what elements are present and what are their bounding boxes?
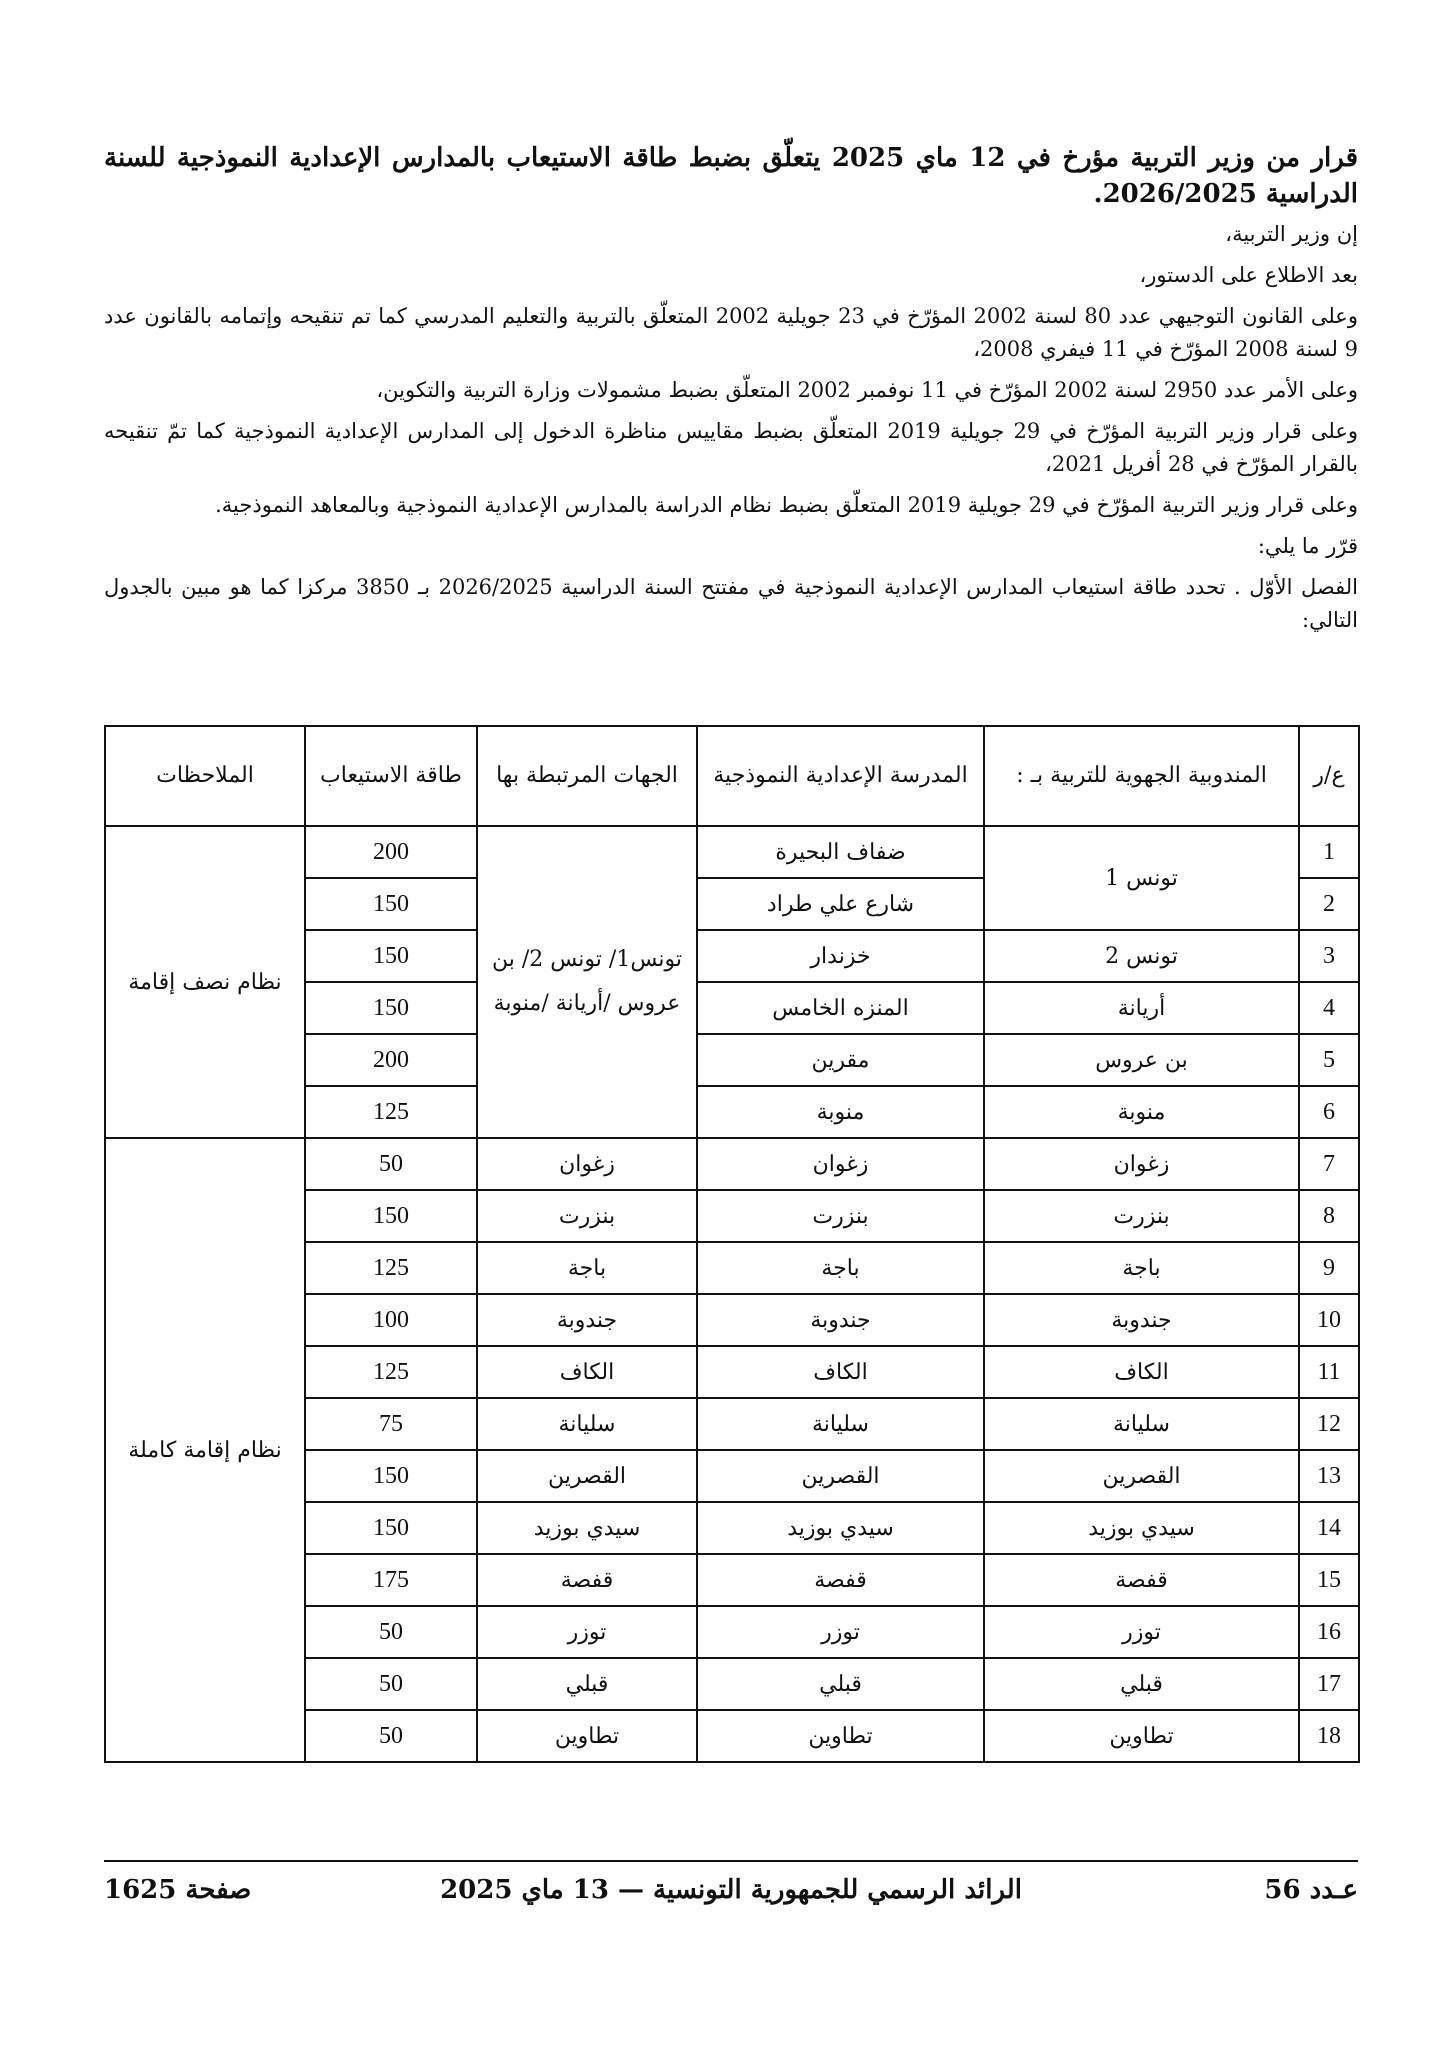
delegation-cell: زغوان	[984, 1138, 1299, 1190]
delegation-cell: قبلي	[984, 1658, 1299, 1710]
region-cell: جندوبة	[477, 1294, 697, 1346]
region-cell: زغوان	[477, 1138, 697, 1190]
footer-journal-title: الرائد الرسمي للجمهورية التونسية — 13 ماي 2025	[440, 1875, 1022, 1905]
capacity-cell: 50	[305, 1138, 477, 1190]
school-cell: منوبة	[697, 1086, 984, 1138]
capacity-cell: 50	[305, 1658, 477, 1710]
row-num: 13	[1299, 1450, 1359, 1502]
group2-notes: نظام إقامة كاملة	[105, 1138, 305, 1762]
school-cell: ضفاف البحيرة	[697, 826, 984, 878]
capacity-cell: 100	[305, 1294, 477, 1346]
capacity-cell: 125	[305, 1242, 477, 1294]
delegation-cell: تطاوين	[984, 1710, 1299, 1762]
header-notes: الملاحظات	[105, 726, 305, 826]
delegation-cell: سيدي بوزيد	[984, 1502, 1299, 1554]
school-cell: القصرين	[697, 1450, 984, 1502]
table-header-row	[105, 726, 1359, 826]
article-one: الفصل الأوّل . تحدد طاقة استيعاب المدارس الإعدادية النموذجية في مفتتح السنة الدراسية 2026/2025 بـ 3850 مركزا كما هو مبين بالجدول التالي:	[104, 575, 1358, 632]
school-cell: بنزرت	[697, 1190, 984, 1242]
capacity-cell: 150	[305, 930, 477, 982]
capacity-cell: 125	[305, 1346, 477, 1398]
preamble-admission-decision: وعلى قرار وزير التربية المؤرّخ في 29 جويلية 2019 المتعلّق بضبط مقاييس مناظرة الدخول إلى المدارس الإعدادية النموذجية كما تمّ تنقيحه بالقرار المؤرّخ في 28 أفريل 2021،	[104, 419, 1359, 476]
row-num: 12	[1299, 1398, 1359, 1450]
school-cell: تطاوين	[697, 1710, 984, 1762]
capacity-cell: 175	[305, 1554, 477, 1606]
capacity-cell: 150	[305, 1190, 477, 1242]
delegation-cell: بن عروس	[984, 1034, 1299, 1086]
decides-heading: قرّر ما يلي:	[1257, 534, 1358, 558]
delegation-cell: باجة	[984, 1242, 1299, 1294]
preamble-constitution: بعد الاطلاع على الدستور،	[1139, 263, 1358, 287]
header-capacity: طاقة الاستيعاب	[305, 726, 477, 826]
row-num: 1	[1299, 826, 1359, 878]
preamble-decree-2950: وعلى الأمر عدد 2950 لسنة 2002 المؤرّخ في 11 نوفمبر 2002 المتعلّق بضبط مشمولات وزارة التربية والتكوين،	[376, 378, 1358, 402]
capacity-table	[104, 725, 1360, 1763]
school-cell: المنزه الخامس	[697, 982, 984, 1034]
footer-issue-number: عـدد 56	[1264, 1875, 1358, 1905]
preamble-study-system-decision: وعلى قرار وزير التربية المؤرّخ في 29 جويلية 2019 المتعلّق بضبط نظام الدراسة بالمدارس الإعدادية النموذجية وبالمعاهد النموذجية.	[215, 493, 1358, 517]
school-cell: شارع علي طراد	[697, 878, 984, 930]
capacity-cell: 75	[305, 1398, 477, 1450]
table-row	[105, 826, 1359, 878]
page-footer	[104, 1875, 1358, 1915]
region-cell: بنزرت	[477, 1190, 697, 1242]
region-cell: الكاف	[477, 1346, 697, 1398]
school-cell: سليانة	[697, 1398, 984, 1450]
capacity-cell: 150	[305, 1502, 477, 1554]
school-cell: قبلي	[697, 1658, 984, 1710]
decree-title: قرار من وزير التربية مؤرخ في 12 ماي 2025 يتعلّق بضبط طاقة الاستيعاب بالمدارس الإعدادية النموذجية للسنة الدراسية 2026/2025.	[104, 143, 1358, 209]
delegation-tunis1: تونس 1	[984, 826, 1299, 930]
row-num: 15	[1299, 1554, 1359, 1606]
capacity-cell: 150	[305, 982, 477, 1034]
row-num: 4	[1299, 982, 1359, 1034]
delegation-cell: أريانة	[984, 982, 1299, 1034]
row-num: 2	[1299, 878, 1359, 930]
row-num: 8	[1299, 1190, 1359, 1242]
capacity-cell: 200	[305, 1034, 477, 1086]
delegation-cell: الكاف	[984, 1346, 1299, 1398]
row-num: 3	[1299, 930, 1359, 982]
school-cell: جندوبة	[697, 1294, 984, 1346]
row-num: 16	[1299, 1606, 1359, 1658]
region-cell: تطاوين	[477, 1710, 697, 1762]
region-cell: سليانة	[477, 1398, 697, 1450]
row-num: 17	[1299, 1658, 1359, 1710]
school-cell: زغوان	[697, 1138, 984, 1190]
preamble-minister: إن وزير التربية،	[1225, 222, 1358, 246]
delegation-cell: منوبة	[984, 1086, 1299, 1138]
footer-page-number: صفحة 1625	[104, 1875, 252, 1905]
row-num: 11	[1299, 1346, 1359, 1398]
school-cell: سيدي بوزيد	[697, 1502, 984, 1554]
school-cell: مقرين	[697, 1034, 984, 1086]
school-cell: باجة	[697, 1242, 984, 1294]
row-num: 9	[1299, 1242, 1359, 1294]
school-cell: توزر	[697, 1606, 984, 1658]
group1-regions: تونس1/ تونس 2/ بن عروس /أريانة /منوبة	[477, 826, 697, 1138]
row-num: 14	[1299, 1502, 1359, 1554]
row-num: 18	[1299, 1710, 1359, 1762]
region-cell: القصرين	[477, 1450, 697, 1502]
capacity-cell: 125	[305, 1086, 477, 1138]
header-school: المدرسة الإعدادية النموذجية	[697, 726, 984, 826]
table-row	[105, 1138, 1359, 1190]
delegation-cell: القصرين	[984, 1450, 1299, 1502]
row-num: 6	[1299, 1086, 1359, 1138]
capacity-cell: 150	[305, 878, 477, 930]
header-delegation: المندوبية الجهوية للتربية بـ :	[984, 726, 1299, 826]
region-cell: قبلي	[477, 1658, 697, 1710]
school-cell: الكاف	[697, 1346, 984, 1398]
delegation-cell: توزر	[984, 1606, 1299, 1658]
region-cell: سيدي بوزيد	[477, 1502, 697, 1554]
region-cell: قفصة	[477, 1554, 697, 1606]
row-num: 7	[1299, 1138, 1359, 1190]
header-regions: الجهات المرتبطة بها	[477, 726, 697, 826]
capacity-cell: 200	[305, 826, 477, 878]
capacity-cell: 150	[305, 1450, 477, 1502]
region-cell: باجة	[477, 1242, 697, 1294]
delegation-cell: تونس 2	[984, 930, 1299, 982]
row-num: 10	[1299, 1294, 1359, 1346]
header-num: ع/ر	[1299, 726, 1359, 826]
delegation-cell: قفصة	[984, 1554, 1299, 1606]
group1-notes: نظام نصف إقامة	[105, 826, 305, 1138]
preamble-law-80: وعلى القانون التوجيهي عدد 80 لسنة 2002 المؤرّخ في 23 جويلية 2002 المتعلّق بالتربية والتعليم المدرسي كما تم تنقيحه وإتمامه بالقانون عدد 9 لسنة 2008 المؤرّخ في 11 فيفري 2008،	[104, 304, 1358, 361]
delegation-cell: سليانة	[984, 1398, 1299, 1450]
delegation-cell: جندوبة	[984, 1294, 1299, 1346]
delegation-cell: بنزرت	[984, 1190, 1299, 1242]
region-cell: توزر	[477, 1606, 697, 1658]
row-num: 5	[1299, 1034, 1359, 1086]
capacity-cell: 50	[305, 1606, 477, 1658]
footer-divider	[104, 1860, 1358, 1862]
decree-body	[104, 140, 1358, 645]
school-cell: خزندار	[697, 930, 984, 982]
capacity-cell: 50	[305, 1710, 477, 1762]
school-cell: قفصة	[697, 1554, 984, 1606]
